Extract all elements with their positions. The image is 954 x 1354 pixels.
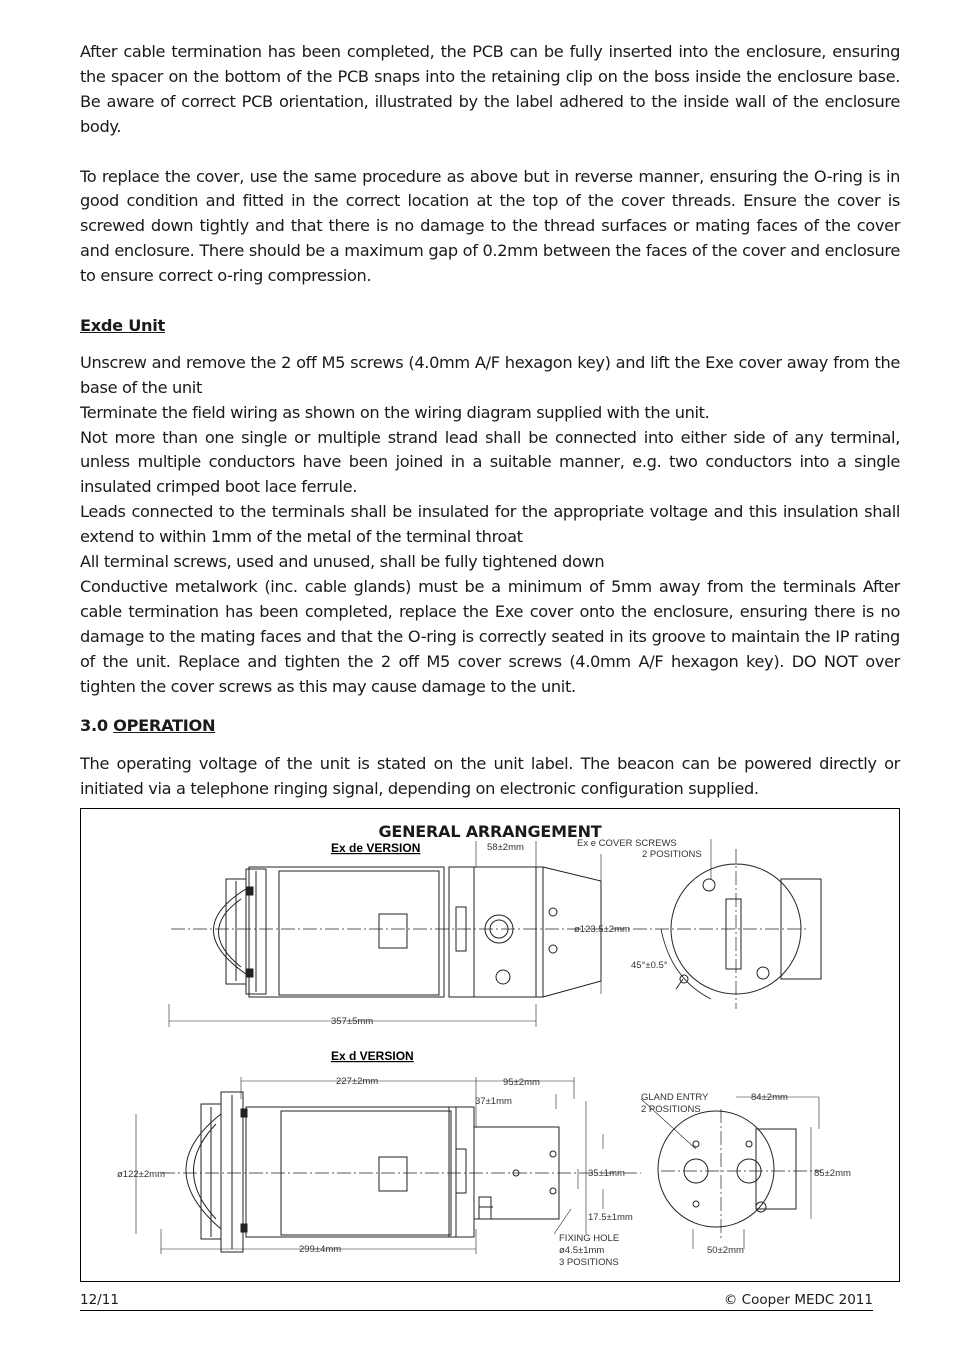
exde-line-2: Terminate the field wiring as shown on the wiring diagram supplied with the unit. xyxy=(80,402,710,422)
dim-227: 227±2mm xyxy=(336,1076,379,1087)
page-footer xyxy=(80,1290,873,1311)
footer-copyright: © Cooper MEDC 2011 xyxy=(723,1292,873,1308)
footer-date: 12/11 xyxy=(80,1292,119,1308)
exde-junction-box xyxy=(474,867,536,997)
dim-35: 35±1mm xyxy=(588,1168,625,1179)
drawing-canvas xyxy=(81,809,901,1283)
exde-version-label: Ex de VERSION xyxy=(331,841,421,855)
dim-123: ø123.5±2mm xyxy=(574,924,630,935)
dim-angle: 45°±0.5° xyxy=(631,960,668,971)
dim-95: 95±2mm xyxy=(503,1077,540,1088)
fixing-hole-positions: 3 POSITIONS xyxy=(559,1257,619,1268)
dim-50: 50±2mm xyxy=(707,1245,744,1256)
exde-line-1: Unscrew and remove the 2 off M5 screws (4.0mm A/F hexagon key) and lift the Exe cover away from the base of the unit xyxy=(80,352,900,397)
figure-title: GENERAL ARRANGEMENT xyxy=(378,822,602,842)
dim-85: 85±2mm xyxy=(814,1168,851,1179)
exde-heading: Exde Unit xyxy=(80,315,165,335)
dim-cover-screws-positions: 2 POSITIONS xyxy=(642,849,702,860)
document-body xyxy=(80,40,900,841)
fixing-hole-size: ø4.5±1mm xyxy=(559,1245,605,1256)
dim-37: 37±1mm xyxy=(475,1096,512,1107)
exd-version-label: Ex d VERSION xyxy=(331,1049,414,1063)
exd-body xyxy=(246,1107,456,1237)
dim-357: 357±5mm xyxy=(331,1016,374,1027)
dim-gland-entry: GLAND ENTRY xyxy=(641,1092,709,1103)
dim-84: 84±2mm xyxy=(751,1092,788,1103)
general-arrangement-drawing xyxy=(80,808,900,1282)
exde-body xyxy=(249,867,444,997)
dim-cover-screws: Ex e COVER SCREWS xyxy=(577,838,677,849)
operation-heading: 3.0 OPERATION xyxy=(80,715,216,735)
paragraph-replace-cover: To replace the cover, use the same procedure as above but in reverse manner, ensuring the O-ring is in good condition and fitted in the correct location at the top of the cover threads. Ensure the cover is screwed down tightly and that there is no damage to the thread surfaces or mating faces of the cover and enclosure. There should be a maximum gap of 0.2mm between the faces of the cover and enclosure to ensure correct o-ring compression. xyxy=(80,166,900,286)
fixing-hole-label: FIXING HOLE xyxy=(559,1233,620,1244)
operation-text: The operating voltage of the unit is stated on the unit label. The beacon can be powered directly or initiated via a telephone ringing signal, depending on electronic configuration supplied. xyxy=(80,754,900,799)
dim-58: 58±2mm xyxy=(487,842,524,853)
dim-17: 17.5±1mm xyxy=(588,1212,633,1223)
dim-gland-positions: 2 POSITIONS xyxy=(641,1104,701,1115)
exde-line-4: Leads connected to the terminals shall be insulated for the appropriate voltage and this insulation shall extend to within 1mm of the metal of the terminal throat xyxy=(80,502,900,547)
exd-lens-dome xyxy=(186,1114,221,1229)
dim-122: ø122±2mm xyxy=(117,1169,165,1180)
dim-299: 299±4mm xyxy=(299,1244,342,1255)
paragraph-pcb-insert: After cable termination has been completed, the PCB can be fully inserted into the enclosure, ensuring the spacer on the bottom of the PCB snaps into the retaining clip on the boss inside the enclosure base. Be aware of correct PCB orientation, illustrated by the label adhered to the inside wall of the enclosure body. xyxy=(80,42,900,136)
exde-line-5: All terminal screws, used and unused, shall be fully tightened down xyxy=(80,552,605,572)
exde-line-3: Not more than one single or multiple strand lead shall be connected into either side of any terminal, unless multiple conductors have been joined in a suitable manner, e.g. two conductors into a single insulated crimped boot lace ferrule. xyxy=(80,427,900,497)
exde-line-6: Conductive metalwork (inc. cable glands) must be a minimum of 5mm away from the terminals After cable termination has been completed, replace the Exe cover onto the enclosure, ensuring there is no damage to the mating faces and that the O-ring is correctly seated in its groove to maintain the IP rating of the unit. Replace and tighten the 2 off M5 cover screws (4.0mm A/F hexagon key). DO NOT over tighten the cover screws as this may cause damage to the unit. xyxy=(80,577,900,696)
